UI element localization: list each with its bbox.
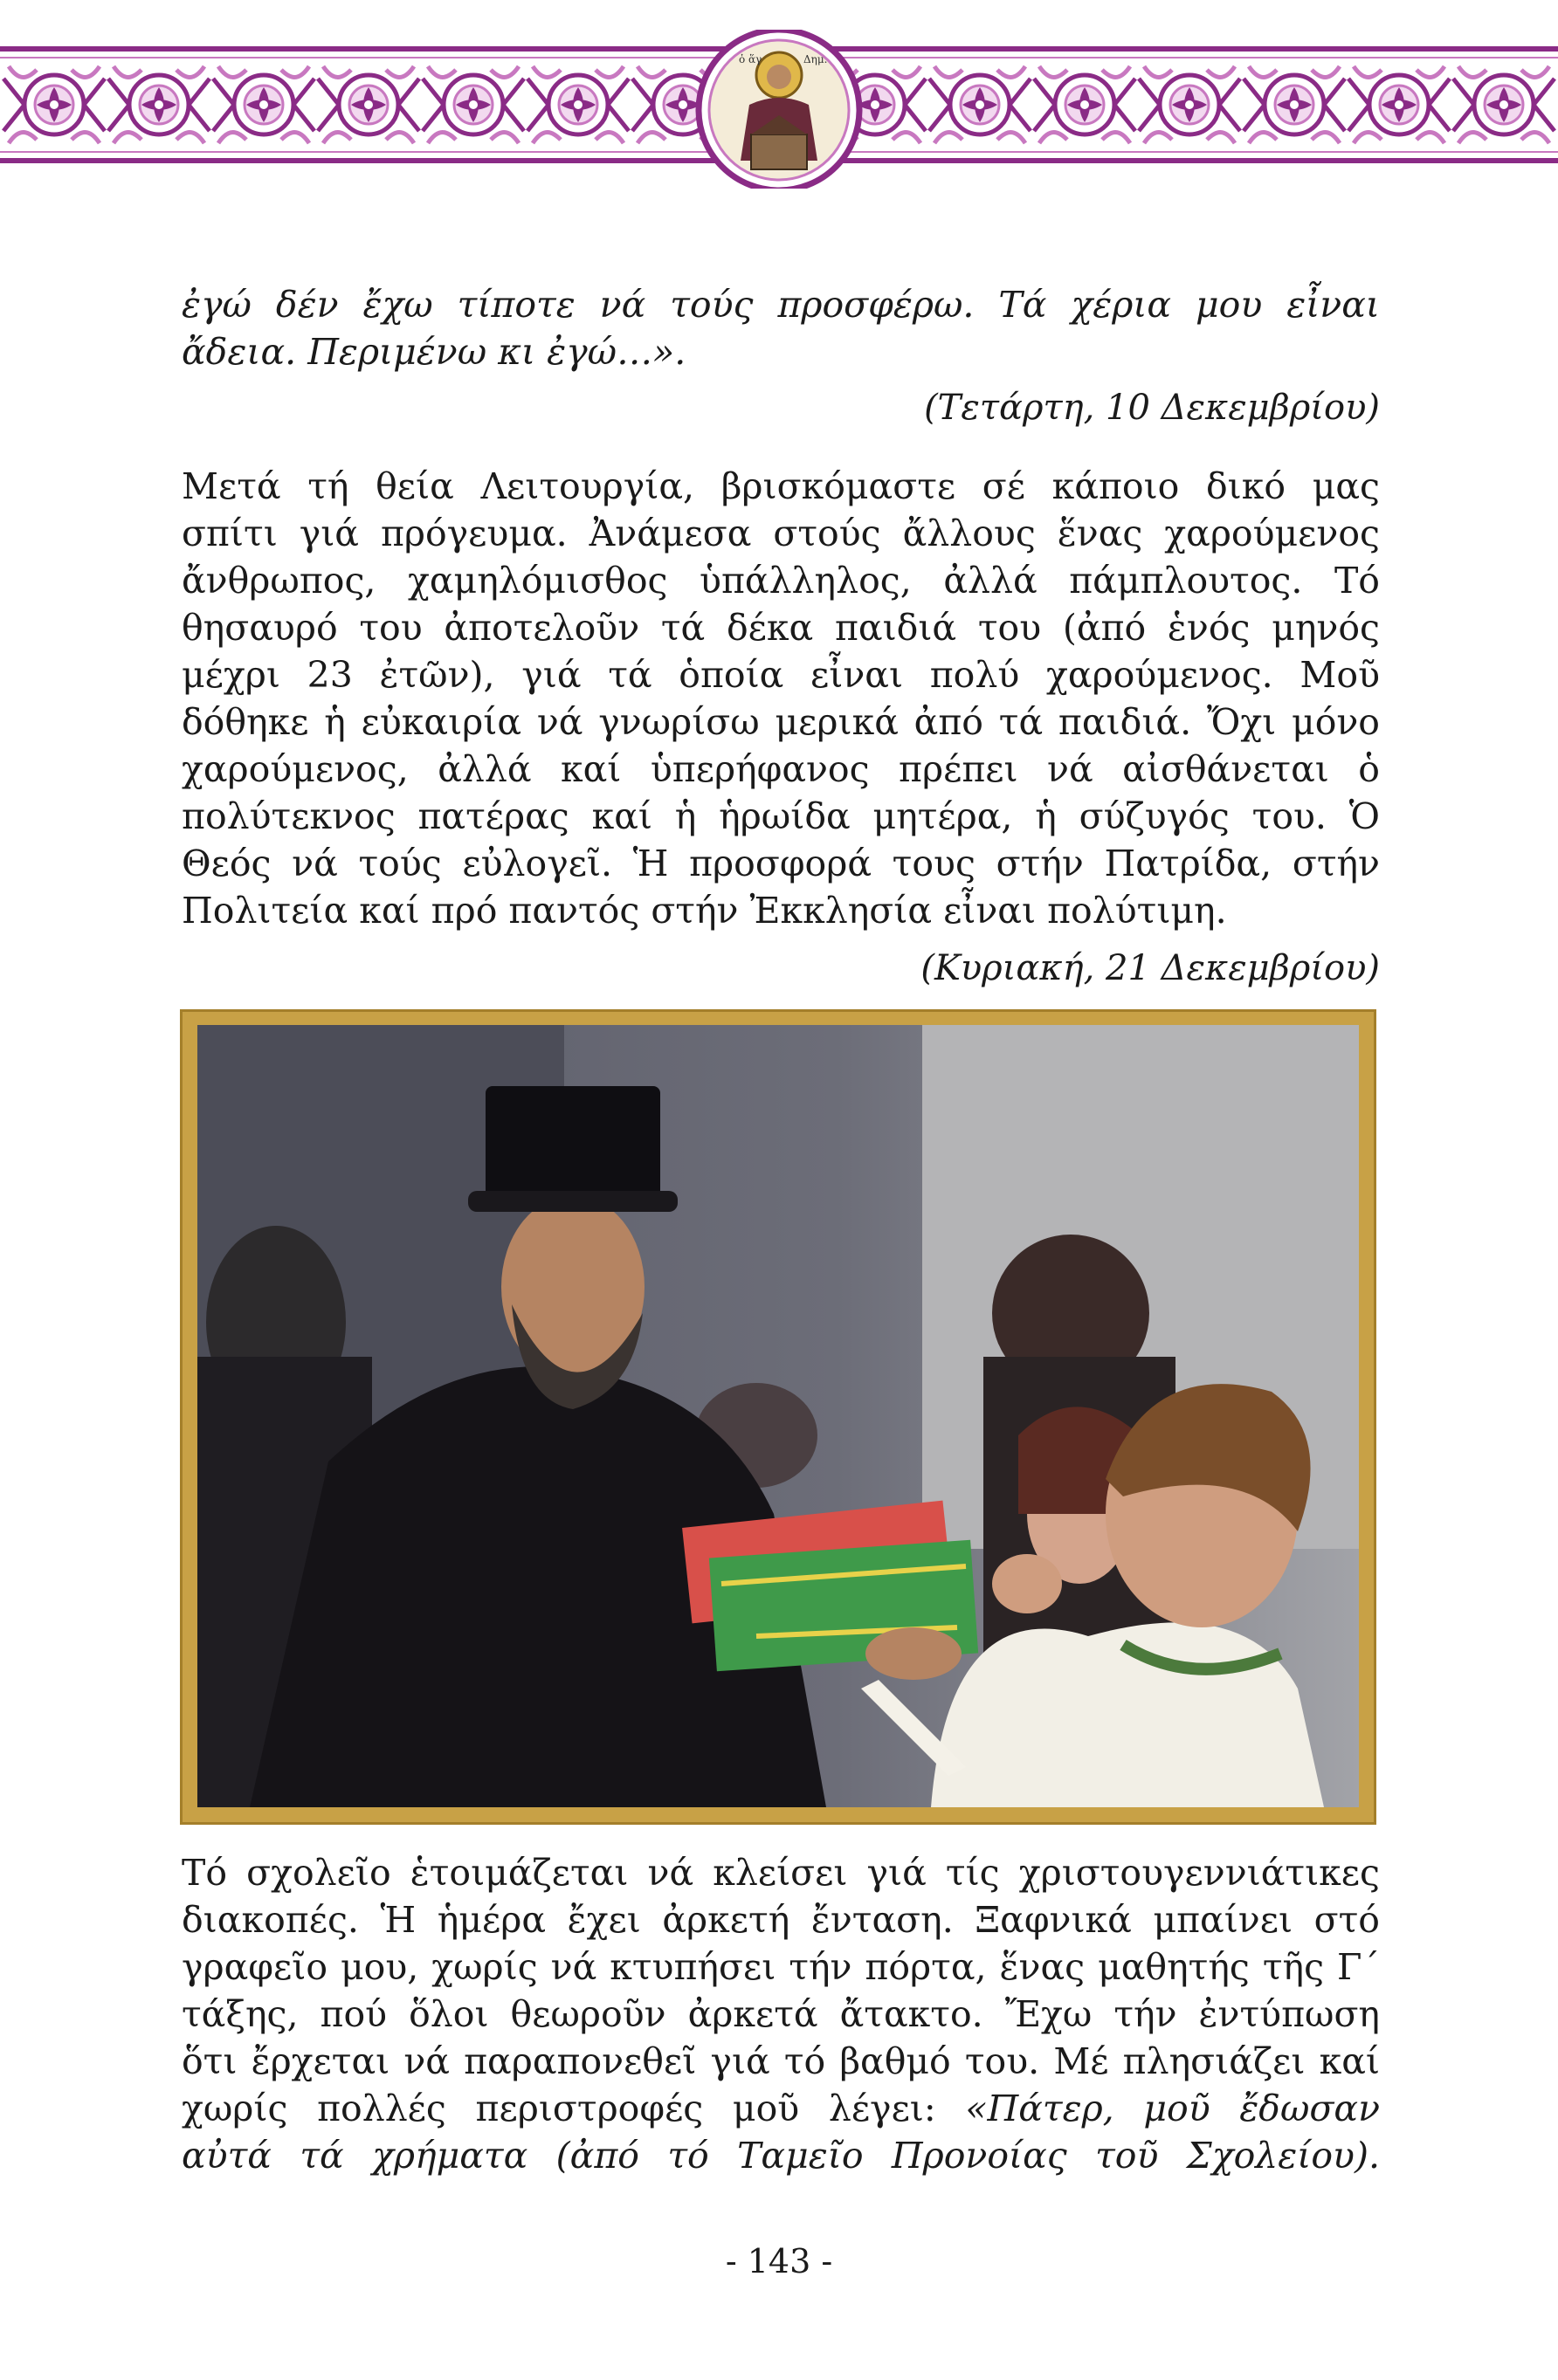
text-line: ἄδεια. Περιμένω κι ἐγώ…». [182,331,686,373]
text-line: ἐγώ δέν ἔχω τίποτε νά τούς προσφέρω. Τά χέρια μου εἶναι [182,284,1380,326]
text-line: μέχρι 23 ἐτῶν), γιά τά ὁποία εἶναι πολύ χαρούμενος. Μοῦ [182,654,1380,696]
paragraph-school [182,1849,1380,2179]
text-line: Μετά τή θεία Λειτουργία, βρισκόμαστε σέ κάποιο δικό μας [182,465,1380,507]
date-sunday: (Κυριακή, 21 Δεκεμβρίου) [920,948,1380,988]
header-ornament-banner [0,30,1558,189]
text-normal: χωρίς πολλές περιστροφές μοῦ λέγει: [182,2088,936,2129]
text-line: πολύτεκνος πατέρας καί ἡ ἡρωίδα μητέρα, ἡ σύζυγός του. Ὁ [182,795,1380,837]
svg-text:ὁ ἅγ: ὁ ἅγ [739,53,762,65]
priest-giving-gift-to-boy-photo [197,1025,1359,1807]
text-line: θησαυρό του ἀποτελοῦν τά δέκα παιδιά του (ἀπό ἑνός μηνός [182,607,1380,649]
text-line: διακοπές. Ἡ ἡμέρα ἔχει ἀρκετή ἔνταση. Ξαφνικά μπαίνει στό [182,1899,1380,1941]
text-line: γραφεῖο μου, χωρίς νά κτυπήσει τήν πόρτα, ἕνας μαθητής τῆς Γ΄ [182,1946,1380,1988]
byzantine-border-ornament [0,30,1558,189]
text-line: Πολιτεία καί πρό παντός στήν Ἐκκλησία εἶναι πολύτιμη. [182,890,1227,932]
date-wednesday: (Τετάρτη, 10 Δεκεμβρίου) [924,388,1380,428]
quote-italic: «Πάτερ, μοῦ ἔδωσαν [965,2088,1380,2129]
text-line: Θεός νά τούς εὐλογεῖ. Ἡ προσφορά τους στήν Πατρίδα, στήν [182,843,1380,884]
page-number: - 143 - [725,2242,833,2280]
photo-frame [180,1009,1376,1825]
text-line: χαρούμενος, ἀλλά καί ὑπερήφανος πρέπει νά αἰσθάνεται ὁ [182,748,1380,790]
quote-italic-line: αὐτά τά χρήματα (ἀπό τό Ταμεῖο Προνοίας τοῦ Σχολείου). [182,2135,1380,2177]
text-line: ὅτι ἔρχεται νά παραπονεθεῖ γιά τό βαθμό του. Μέ πλησιάζει καί [182,2040,1380,2082]
svg-text:Δημ.: Δημ. [803,53,828,65]
text-line [182,2085,1380,2132]
text-line: ἄνθρωπος, χαμηλόμισθος ὑπάλληλος, ἀλλά πάμπλουτος. Τό [182,560,1380,602]
text-line: Τό σχολεῖο ἑτοιμάζεται νά κλείσει γιά τίς χριστουγεννιάτικες [182,1852,1380,1894]
text-line: τάξης, πού ὅλοι θεωροῦν ἀρκετά ἄτακτο. Ἔχω τήν ἐντύπωση [182,1993,1380,2035]
text-line: σπίτι γιά πρόγευμα. Ἀνάμεσα στούς ἄλλους ἕνας χαρούμενος [182,512,1380,554]
text-line: δόθηκε ἡ εὐκαιρία νά γνωρίσω μερικά ἀπό τά παιδιά. Ὄχι μόνο [182,701,1380,743]
paragraph-breakfast [182,463,1380,934]
saint-icon-medallion [699,30,859,189]
paragraph-intro [182,281,1380,375]
